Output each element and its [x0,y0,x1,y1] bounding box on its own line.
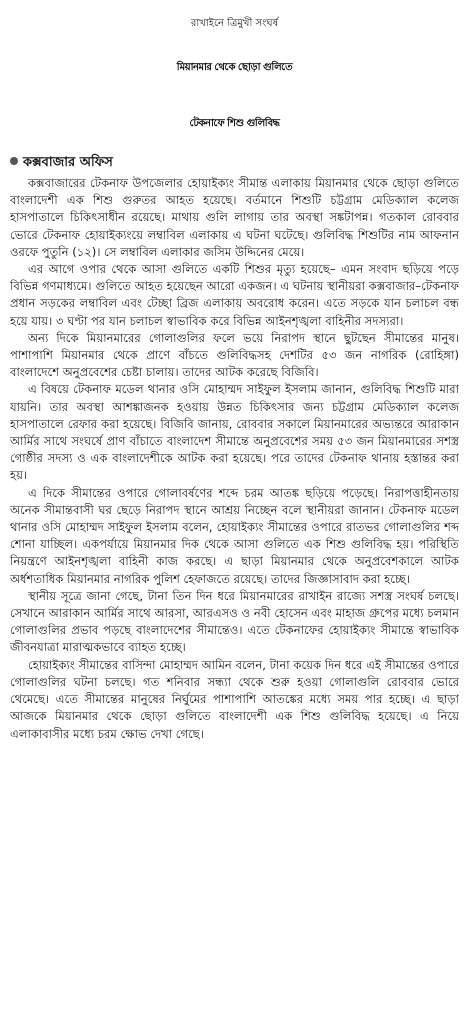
paragraph-4: এ বিষয়ে টেকনাফ মডেল থানার ওসি মোহাম্মদ সাইফুল ইসলাম জানান, গুলিবিদ্ধ শিশুটি মারা যায়নি। তার অবস্থা আশঙ্কাজনক হওয়ায় উন্নত চিকিৎসার জন্য চট্টগ্রাম মেডিক্যাল কলেজ হাসপাতালে রেফার করা হয়েছে। বিজিবি জানায়, রোববার সকালে মিয়ানমারের অভ্যন্তরে আরাকান আর্মির সাথে সংঘর্ষে প্রাণ বাঁচাতে বাংলাদেশ সীমান্তে অনুপ্রবেশের সময় ৫৩ জন মিয়ানমারের সশস্ত্র গোষ্ঠীর সদস্য ও এক বাংলাদেশীকে আটক করা হয়েছে। পরে তাদের টেকনাফ থানায় হস্তান্তর করা হয়। [10,382,459,483]
paragraph-1: কক্সবাজারের টেকনাফ উপজেলার হোয়াইক্যং সীমান্ত এলাকায় মিয়ানমার থেকে ছোড়া গুলিতে বাংলাদেশী এক শিশু গুরুতর আহত হয়েছে। বর্তমানে শিশুটি চট্টগ্রাম মেডিক্যাল কলেজ হাসপাতালে চিকিৎসাধীন রয়েছে। মাথায় গুলি লাগায় তার অবস্থা সঙ্কটাপন্ন। গতকাল রোববার ভোরে টেকনাফ হোয়াইক্যংয়ে লম্বাবিল এলাকায় এ ঘটনা ঘটেছে। গুলিবিদ্ধ শিশুটির নাম আফনান ওরফে পুতুনি (১২)। সে লম্বাবিল এলাকার জসিম উদ্দিনের মেয়ে। [10,176,459,259]
paragraph-3: অন্য দিকে মিয়ানমারের গোলাগুলির ফলে ভয়ে নিরাপদ স্থানে ছুটছেন সীমান্তের মানুষ। পাশাপাশি মিয়ানমার থেকে প্রাণে বাঁচতে গুলিবিদ্ধসহ দেশটির ৫৩ জন নাগরিক (রোহিঙ্গা) বাংলাদেশে অনুপ্রবেশের চেষ্টা চালায়। তাদের আটক করেছে বিজিবি। [10,330,459,380]
article-body [10,175,459,1007]
paragraph-7: হোয়াইক্যং সীমান্তের বাসিন্দা মোহাম্মদ আমিন বলেন, টানা কয়েক দিন ধরে এই সীমান্তের ওপারে গোলাগুলির ঘটনা চলছে। গত শনিবার সন্ধ্যা থেকে শুরু হওয়া গোলাগুলি রোববার ভোরে থেমেছে। এতে সীমান্তের মানুষের নির্ঘুমের পাশাপাশি আতঙ্কের মধ্যে সময় পার হচ্ছে। এ ছাড়া আজকে মিয়ানমার থেকে ছোড়া গুলিতে বাংলাদেশী এক শিশু গুলিবিদ্ধ হয়েছে। এ নিয়ে এলাকাবাসীর মধ্যে চরম ক্ষোভ দেখা গেছে। [10,657,459,741]
paragraph-6: স্থানীয় সূত্রে জানা গেছে, টানা তিন দিন ধরে মিয়ানমারের রাখাইন রাজ্যে সশস্ত্র সংঘর্ষ চলছে। সেখানে আরাকান আর্মির সাথে আরসা, আরএসও ও নবী হোসেন এবং মাহাজ গ্রুপের মধ্যে চলমান গোলাগুলির প্রভাব পড়ছে বাংলাদেশের সীমান্তেও। এতে টেকনাফের হোয়াইক্যং সীমান্তে স্বাভাবিক জীবনযাত্রা মারাত্মকভাবে ব্যাহত হচ্ছে। [10,588,459,655]
byline-text: কক্সবাজার অফিস [23,155,113,170]
paragraph-5: এ দিকে সীমান্তের ওপারে গোলাবর্ষণের শব্দে চরম আতঙ্ক ছড়িয়ে পড়েছে। নিরাপত্তাহীনতায় অনেক সীমান্তবাসী ঘর ছেড়ে নিরাপদ স্থানে আশ্রয় নিচ্ছেন বলে স্থানীয়রা জানান। টেকনাফ মডেল থানার ওসি মোহাম্মদ সাইফুল ইসলাম বলেন, হোয়াইক্যং সীমান্তের ওপারে রাতভর গোলাগুলির শব্দ শোনা যাচ্ছিল। একপর্যায়ে মিয়ানমার দিক থেকে আসা গুলিতে এক শিশু গুলিবিদ্ধ হয়। পরিস্থিতি নিয়ন্ত্রণে আইনশৃঙ্খলা বাহিনী কাজ করছে। এ ছাড়া মিয়ানমার থেকে অনুপ্রবেশকালে আটক অর্ধশতাধিক মিয়ানমার নাগরিক পুলিশ হেফাজতে রয়েছে। তাদের জিজ্ঞাসাবাদ করা হচ্ছে। [10,485,459,586]
paragraph-2: এর আগে ওপার থেকে আসা গুলিতে একটি শিশুর মৃত্যু হয়েছে– এমন সংবাদ ছড়িয়ে পড়ে বিভিন্ন গণমাধ্যমে। গুলিতে আহত হয়েছেন আরো একজন। এ ঘটনায় স্থানীয়রা কক্সবাজার–টেকনাফ প্রধান সড়কের লম্বাবিল এবং টেচ্ছা ব্রিজ এলাকায় অবরোধ করেন। এতে সড়কে যান চলাচল বন্ধ হয়ে যায়। ৩ ঘণ্টা পর যান চলাচল স্বাভাবিক করে বিভিন্ন আইনশৃঙ্খলা বাহিনীর সদস্যরা। [10,262,459,328]
headline-line-2: টেকনাফে শিশু গুলিবিদ্ধ [189,118,280,129]
byline [10,153,113,173]
headline-line-1: মিয়ানমার থেকে ছোড়া গুলিতে [176,62,293,73]
article-kicker: রাখাইনে ত্রিমুখী সংঘর্ষ [190,18,279,29]
bullet-icon [10,157,18,165]
